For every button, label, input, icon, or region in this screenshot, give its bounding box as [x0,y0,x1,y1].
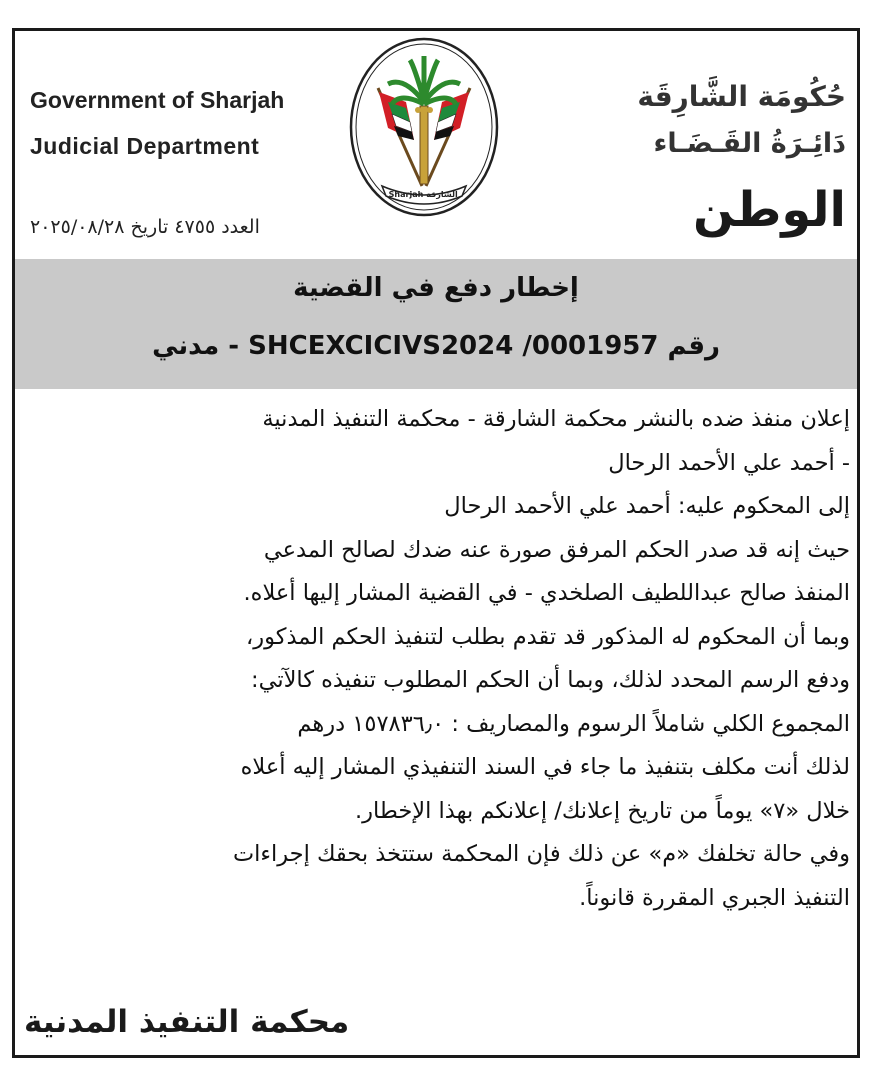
body-line: وفي حالة تخلفك «م» عن ذلك فإن المحكمة ستتخذ بحقك إجراءات [232,841,850,867]
body-line: ودفع الرسم المحدد لذلك، وبما أن الحكم المطلوب تنفيذه كالآتي: [251,667,850,693]
government-name-en: Government of Sharjah [30,87,285,113]
body-line: المنفذ صالح عبداللطيف الصلخدي - في القضية المشار إليها أعلاه. [243,580,850,606]
body-line: التنفيذ الجبري المقررة قانوناً. [579,884,850,911]
case-number: رقم SHCEXCICIVS2024 /0001957 - مدني [152,331,720,361]
title-band [15,259,857,389]
body-line: حيث إنه قد صدر الحكم المرفق صورة عنه ضدك لصالح المدعي [263,536,850,563]
body-line: إعلان منفذ ضده بالنشر محكمة الشارقة - محكمة التنفيذ المدنية [262,406,850,432]
body-line: لذلك أنت مكلف بتنفيذ ما جاء في السند التنفيذي المشار إليه أعلاه [240,754,850,780]
government-name-ar: حُكُومَة الشَّارِقَة [637,80,846,113]
emblem-text-en: Sharjah [388,190,424,199]
newspaper-logo: الوطن [693,182,846,238]
notice-title: إخطار دفع في القضية [293,273,579,303]
body-line: خلال «٧» يوماً من تاريخ إعلانك/ إعلانكم بهذا الإخطار. [355,797,850,824]
sharjah-emblem [348,36,500,218]
body-line: المجموع الكلي شاملاً الرسوم والمصاريف : ١٥٧٨٣٦٫٠ درهم [297,710,850,737]
issue-date: العدد ٤٧٥٥ تاريخ ٢٠٢٥/٠٨/٢٨ [30,216,260,238]
emblem-text-ar: الشارقة [426,190,458,199]
body-line: إلى المحكوم عليه: أحمد علي الأحمد الرحال [444,493,850,519]
body-line: - أحمد علي الأحمد الرحال [608,449,850,476]
department-name-ar: دَائِـرَةُ القَـضَـاء [653,128,846,159]
body-line: وبما أن المحكوم له المذكور قد تقدم بطلب لتنفيذ الحكم المذكور، [246,623,850,650]
department-name-en: Judicial Department [30,133,260,159]
notice-body [22,398,850,920]
court-signature: محكمة التنفيذ المدنية [24,1004,350,1040]
